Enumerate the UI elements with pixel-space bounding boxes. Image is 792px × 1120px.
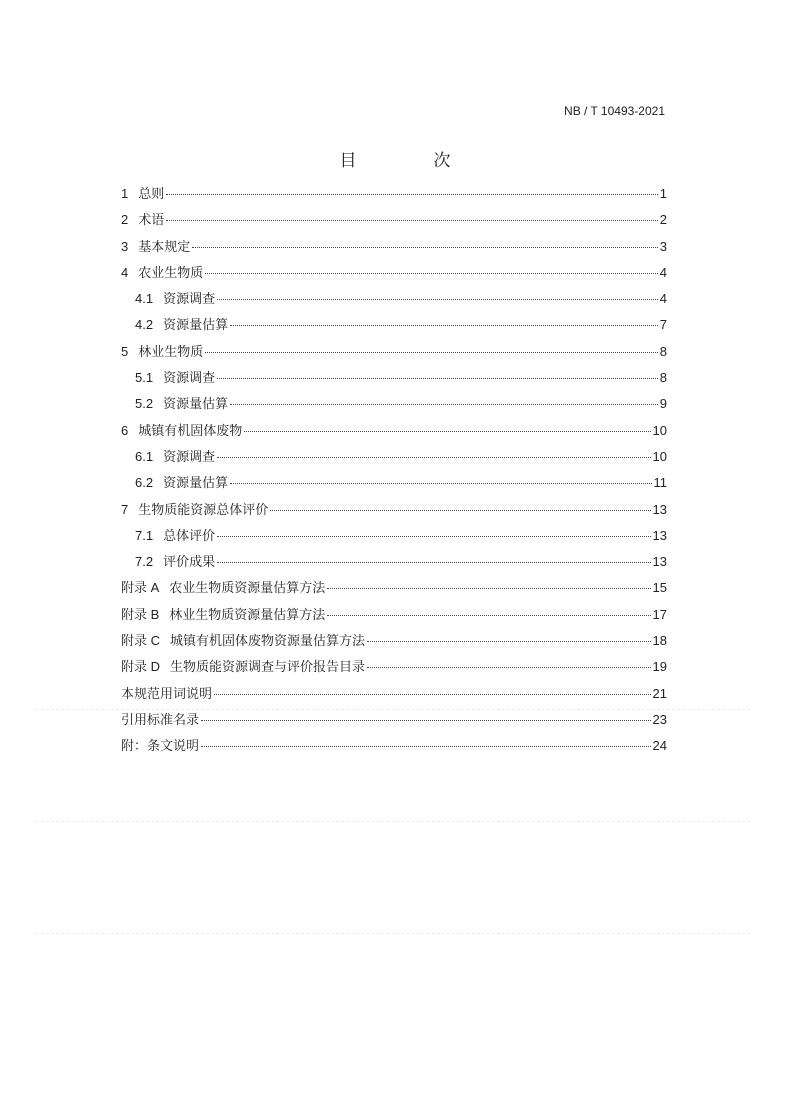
toc-entry-label: 总则 — [138, 187, 165, 202]
toc-entry-label: 资源量估算 — [163, 476, 229, 492]
toc-entry-label: 总体评价 — [163, 528, 216, 544]
toc-dot-leader — [205, 351, 658, 353]
toc-entry-label: 林业生物质 — [138, 344, 204, 360]
toc-dot-leader — [201, 719, 651, 721]
toc-entry[interactable] — [121, 711, 667, 737]
toc-entry-page: 9 — [659, 396, 667, 412]
toc-entry[interactable] — [121, 185, 667, 211]
toc-dot-leader — [367, 666, 651, 668]
toc-entry-label: 基本规定 — [138, 239, 191, 255]
toc-entry-label: 资源调查 — [163, 449, 216, 465]
toc-entry-page: 8 — [659, 343, 667, 359]
toc-entry-label: 评价成果 — [163, 555, 216, 571]
toc-entry-label: 术语 — [138, 213, 165, 229]
toc-entry-page: 21 — [652, 685, 667, 701]
toc-entry-label: 资源调查 — [163, 371, 216, 387]
toc-dot-leader — [327, 587, 650, 589]
toc-entry-number: 5.2 — [135, 396, 154, 412]
toc-entry[interactable] — [121, 238, 667, 264]
table-of-contents — [121, 185, 667, 764]
toc-entry-number: 7.1 — [135, 527, 154, 543]
toc-entry-page: 8 — [659, 370, 667, 386]
toc-entry-page: 19 — [652, 659, 667, 675]
toc-dot-leader — [230, 403, 658, 405]
toc-entry-label: 城镇有机固体废物资源量估算方法 — [170, 634, 366, 650]
toc-entry-page: 24 — [652, 738, 667, 754]
toc-entry-label: 资源量估算 — [163, 397, 229, 413]
faint-divider — [36, 709, 750, 710]
toc-entry-number: 1 — [121, 186, 129, 201]
toc-entry-label: 生物质能资源调查与评价报告目录 — [170, 660, 366, 676]
toc-dot-leader — [201, 745, 651, 747]
toc-dot-leader — [217, 298, 658, 300]
toc-entry-label: 农业生物质 — [138, 265, 204, 281]
toc-entry-label: 城镇有机固体废物 — [138, 423, 243, 439]
toc-dot-leader — [166, 193, 658, 195]
toc-entry[interactable] — [121, 553, 667, 579]
toc-entry[interactable] — [121, 422, 667, 448]
toc-entry-number: 附录 C — [121, 633, 161, 649]
toc-entry-number: 2 — [121, 212, 129, 228]
toc-entry[interactable] — [121, 290, 667, 316]
toc-entry[interactable] — [121, 632, 667, 658]
toc-entry-page: 17 — [652, 606, 667, 622]
toc-entry[interactable] — [121, 737, 667, 763]
toc-entry-label: 资源量估算 — [163, 318, 229, 334]
toc-entry-page: 13 — [652, 527, 667, 543]
toc-entry[interactable] — [121, 527, 667, 553]
toc-entry-label: 附：条文说明 — [121, 739, 200, 755]
toc-entry[interactable] — [121, 579, 667, 605]
toc-dot-leader — [217, 561, 650, 563]
toc-dot-leader — [244, 430, 650, 432]
toc-entry-page: 10 — [652, 448, 667, 464]
toc-entry-page: 4 — [659, 264, 667, 280]
toc-dot-leader — [270, 509, 650, 511]
toc-entry[interactable] — [121, 316, 667, 342]
toc-entry-number: 3 — [121, 238, 129, 254]
toc-entry[interactable] — [121, 264, 667, 290]
toc-entry[interactable] — [121, 211, 667, 237]
toc-entry-number: 附录 A — [121, 580, 160, 596]
toc-entry-page: 10 — [652, 422, 667, 438]
standard-code: NB / T 10493-2021 — [564, 104, 665, 118]
toc-dot-leader — [217, 456, 650, 458]
toc-entry[interactable] — [121, 606, 667, 632]
toc-entry-label: 引用标准名录 — [121, 712, 200, 728]
toc-entry[interactable] — [121, 448, 667, 474]
toc-entry-page: 23 — [652, 711, 667, 727]
toc-dot-leader — [217, 377, 658, 379]
toc-entry[interactable] — [121, 395, 667, 421]
faint-divider — [36, 933, 750, 934]
toc-entry-label: 本规范用词说明 — [121, 686, 213, 702]
toc-entry[interactable] — [121, 658, 667, 684]
faint-divider — [36, 821, 750, 822]
toc-entry-label: 生物质能资源总体评价 — [138, 502, 269, 518]
toc-entry-page: 15 — [652, 580, 667, 596]
toc-entry-page: 18 — [652, 633, 667, 649]
toc-entry-number: 7 — [121, 501, 129, 517]
toc-dot-leader — [217, 535, 650, 537]
toc-dot-leader — [192, 246, 658, 248]
toc-dot-leader — [327, 614, 650, 616]
toc-entry-page: 3 — [659, 238, 667, 254]
toc-entry-page: 13 — [652, 554, 667, 570]
toc-title: 目 次 — [339, 151, 481, 171]
toc-entry[interactable] — [121, 369, 667, 395]
toc-dot-leader — [367, 640, 651, 642]
toc-entry-label: 林业生物质资源量估算方法 — [169, 607, 326, 623]
toc-entry-page: 1 — [659, 186, 667, 201]
toc-entry-page: 13 — [652, 501, 667, 517]
toc-entry-number: 6.2 — [135, 475, 154, 491]
toc-entry-number: 7.2 — [135, 554, 154, 570]
toc-dot-leader — [205, 272, 658, 274]
toc-entry[interactable] — [121, 501, 667, 527]
toc-entry-number: 附录 B — [121, 606, 160, 622]
toc-dot-leader — [214, 693, 651, 695]
toc-entry[interactable] — [121, 343, 667, 369]
toc-dot-leader — [230, 324, 658, 326]
toc-entry-label: 农业生物质资源量估算方法 — [169, 581, 326, 597]
toc-entry-number: 5.1 — [135, 370, 154, 386]
toc-entry-page: 2 — [659, 212, 667, 228]
toc-entry[interactable] — [121, 474, 667, 500]
toc-entry-number: 附录 D — [121, 659, 161, 675]
toc-entry[interactable] — [121, 685, 667, 711]
toc-entry-page: 11 — [653, 475, 667, 491]
toc-entry-number: 5 — [121, 343, 129, 359]
toc-dot-leader — [230, 482, 651, 484]
toc-dot-leader — [166, 219, 658, 221]
toc-entry-label: 资源调查 — [163, 292, 216, 308]
toc-entry-number: 4.1 — [135, 291, 154, 307]
toc-entry-page: 4 — [659, 291, 667, 307]
toc-entry-number: 6.1 — [135, 448, 154, 464]
toc-entry-number: 6 — [121, 422, 129, 438]
toc-entry-number: 4 — [121, 264, 129, 280]
toc-entry-page: 7 — [659, 317, 667, 333]
toc-entry-number: 4.2 — [135, 317, 154, 333]
